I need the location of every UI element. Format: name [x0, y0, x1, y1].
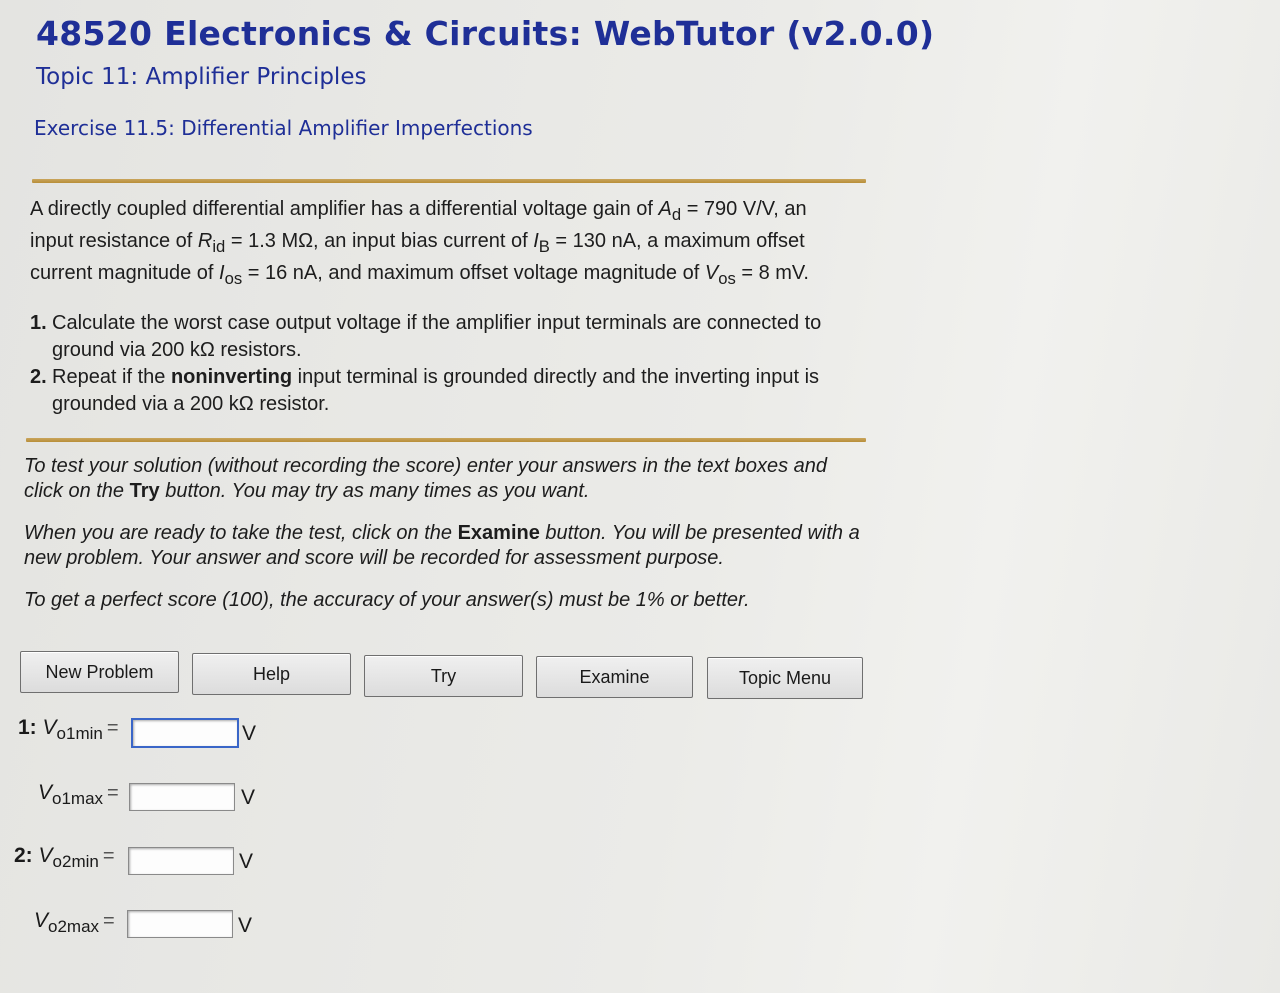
vo1max-input[interactable]	[129, 783, 235, 811]
unit-label: V	[239, 850, 254, 873]
task-item: 1. Calculate the worst case output voltage if the amplifier input terminals are connected to ground via 200 kΩ resistors.	[30, 312, 822, 361]
answer-label-vo2max: $V_{o2max}$ =	[34, 909, 115, 936]
unit-label: V	[242, 722, 257, 745]
divider-middle	[26, 438, 866, 442]
answer-label-vo1min: 1: $V_{o1min}$ =	[18, 716, 119, 743]
vo2max-input[interactable]	[127, 910, 233, 938]
task-list	[30, 310, 850, 418]
topic-heading: Topic 11: Amplifier Principles	[36, 64, 367, 90]
help-button[interactable]: Help	[192, 653, 351, 695]
instruction-accuracy: To get a perfect score (100), the accuracy of your answer(s) must be 1% or better.	[24, 589, 750, 611]
unit-label: V	[238, 914, 253, 937]
topic-menu-button[interactable]: Topic Menu	[707, 657, 863, 699]
problem-description: A directly coupled differential amplifier has a differential voltage gain of $A_d = 790$ V/V, an input resistance of $R_{id} = 1.3$ MΩ, an input bias current of $I_B = 130$ nA, a maximum offset current magnitude of $I_{os} = 16$ nA, and maximum offset voltage magnitude of $V_{os} = 8$ mV.	[30, 198, 809, 288]
instruction-examine: When you are ready to take the test, click on the Examine button. You will be presented with a new problem. Your answer and score will be recorded for assessment purpose.	[24, 522, 860, 569]
problem-statement	[30, 196, 850, 418]
vo2min-input[interactable]	[128, 847, 234, 875]
unit-label: V	[241, 786, 256, 809]
answer-label-vo2min: 2: $V_{o2min}$ =	[14, 844, 115, 871]
page-title: 48520 Electronics & Circuits: WebTutor (v2.0.0)	[36, 14, 935, 53]
examine-button[interactable]: Examine	[536, 656, 693, 698]
answer-label-vo1max: $V_{o1max}$ =	[38, 781, 119, 808]
task-item: 2. Repeat if the noninverting input terminal is grounded directly and the inverting input is grounded via a 200 kΩ resistor.	[30, 366, 820, 415]
try-button[interactable]: Try	[364, 655, 523, 697]
instruction-try: To test your solution (without recording the score) enter your answers in the text boxes and click on the Try button. You may try as many times as you want.	[24, 455, 828, 502]
exercise-heading: Exercise 11.5: Differential Amplifier Imperfections	[34, 116, 533, 140]
vo1min-input[interactable]	[131, 718, 239, 748]
divider-top	[32, 179, 866, 183]
instructions	[24, 454, 869, 630]
new-problem-button[interactable]: New Problem	[20, 651, 179, 693]
